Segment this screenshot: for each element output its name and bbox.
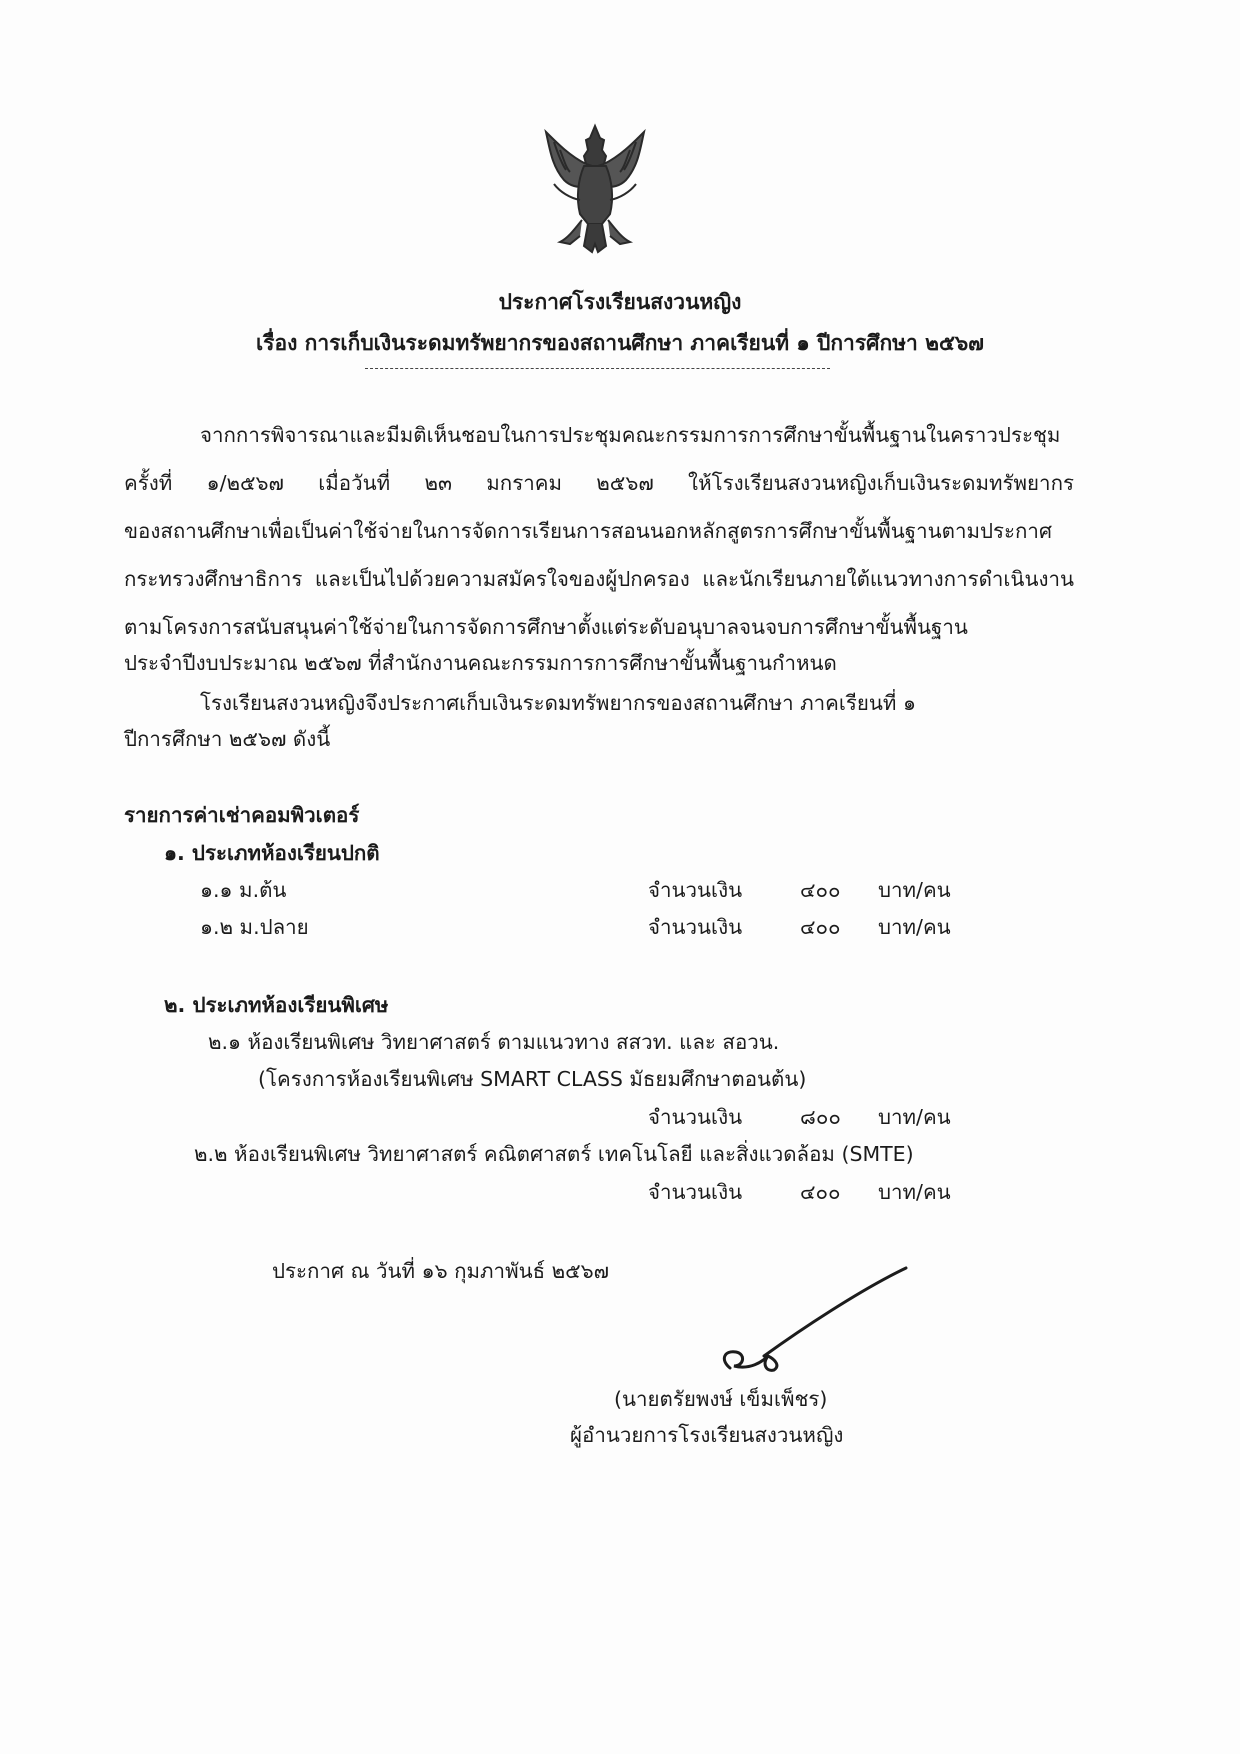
fee-amount: ๔๐๐ bbox=[800, 1180, 841, 1204]
fee-item-label: ๑.๒ ม.ปลาย bbox=[200, 915, 309, 939]
amount-label: จำนวนเงิน bbox=[648, 1105, 743, 1129]
paragraph-line: ปีการศึกษา ๒๕๖๗ ดังนี้ bbox=[124, 727, 331, 751]
amount-label: จำนวนเงิน bbox=[648, 878, 743, 902]
amount-label: จำนวนเงิน bbox=[648, 915, 743, 939]
fee-item-sub: (โครงการห้องเรียนพิเศษ SMART CLASS มัธยมศึกษาตอนต้น) bbox=[258, 1067, 807, 1091]
signer-name: (นายตรัยพงษ์ เข็มเพ็ชร) bbox=[614, 1387, 828, 1411]
category-title: ๑. ประเภทห้องเรียนปกติ bbox=[164, 841, 380, 865]
fee-heading: รายการค่าเช่าคอมพิวเตอร์ bbox=[124, 803, 360, 827]
fee-amount: ๘๐๐ bbox=[800, 1105, 841, 1129]
paragraph-line: จากการพิจารณาและมีมติเห็นชอบในการประชุมคณะกรรมการการศึกษาขั้นพื้นฐานในคราวประชุม bbox=[200, 423, 1061, 447]
document-subject: เรื่อง การเก็บเงินระดมทรัพยากรของสถานศึกษา ภาคเรียนที่ ๑ ปีการศึกษา ๒๕๖๗ bbox=[256, 331, 984, 355]
paragraph-line: โรงเรียนสงวนหญิงจึงประกาศเก็บเงินระดมทรัพยากรของสถานศึกษา ภาคเรียนที่ ๑ bbox=[200, 691, 916, 715]
fee-amount: ๔๐๐ bbox=[800, 878, 841, 902]
signer-position: ผู้อำนวยการโรงเรียนสงวนหญิง bbox=[570, 1423, 844, 1447]
announcement-date: ประกาศ ณ วันที่ ๑๖ กุมภาพันธ์ ๒๕๖๗ bbox=[272, 1259, 610, 1283]
paragraph-line: กระทรวงศึกษาธิการ และเป็นไปด้วยความสมัครใจของผู้ปกครอง และนักเรียนภายใต้แนวทางการดำเนินงาน bbox=[124, 567, 1074, 591]
garuda-emblem-icon bbox=[530, 120, 660, 260]
amount-label: จำนวนเงิน bbox=[648, 1180, 743, 1204]
document-title: ประกาศโรงเรียนสงวนหญิง bbox=[498, 290, 742, 314]
fee-unit: บาท/คน bbox=[878, 1180, 951, 1204]
title-divider bbox=[365, 368, 830, 369]
paragraph-line: ตามโครงการสนับสนุนค่าใช้จ่ายในการจัดการศึกษาตั้งแต่ระดับอนุบาลจนจบการศึกษาขั้นพื้นฐาน bbox=[124, 615, 968, 639]
fee-item-label: ๑.๑ ม.ต้น bbox=[200, 878, 287, 902]
category-title: ๒. ประเภทห้องเรียนพิเศษ bbox=[164, 993, 389, 1017]
signature-icon bbox=[710, 1260, 920, 1380]
paragraph-line: ของสถานศึกษาเพื่อเป็นค่าใช้จ่ายในการจัดการเรียนการสอนนอกหลักสูตรการศึกษาขั้นพื้นฐานตามประกาศ bbox=[124, 519, 1052, 543]
fee-unit: บาท/คน bbox=[878, 878, 951, 902]
paragraph-line: ประจำปีงบประมาณ ๒๕๖๗ ที่สำนักงานคณะกรรมการการศึกษาขั้นพื้นฐานกำหนด bbox=[124, 651, 837, 675]
fee-amount: ๔๐๐ bbox=[800, 915, 841, 939]
fee-unit: บาท/คน bbox=[878, 1105, 951, 1129]
paragraph-line: ครั้งที่ ๑/๒๕๖๗ เมื่อวันที่ ๒๓ มกราคม ๒๕๖๗ ให้โรงเรียนสงวนหญิงเก็บเงินระดมทรัพยากร bbox=[124, 471, 1074, 495]
fee-unit: บาท/คน bbox=[878, 915, 951, 939]
fee-item-label: ๒.๑ ห้องเรียนพิเศษ วิทยาศาสตร์ ตามแนวทาง สสวท. และ สอวน. bbox=[208, 1030, 780, 1054]
fee-item-label: ๒.๒ ห้องเรียนพิเศษ วิทยาศาสตร์ คณิตศาสตร์ เทคโนโลยี และสิ่งแวดล้อม (SMTE) bbox=[194, 1142, 914, 1166]
